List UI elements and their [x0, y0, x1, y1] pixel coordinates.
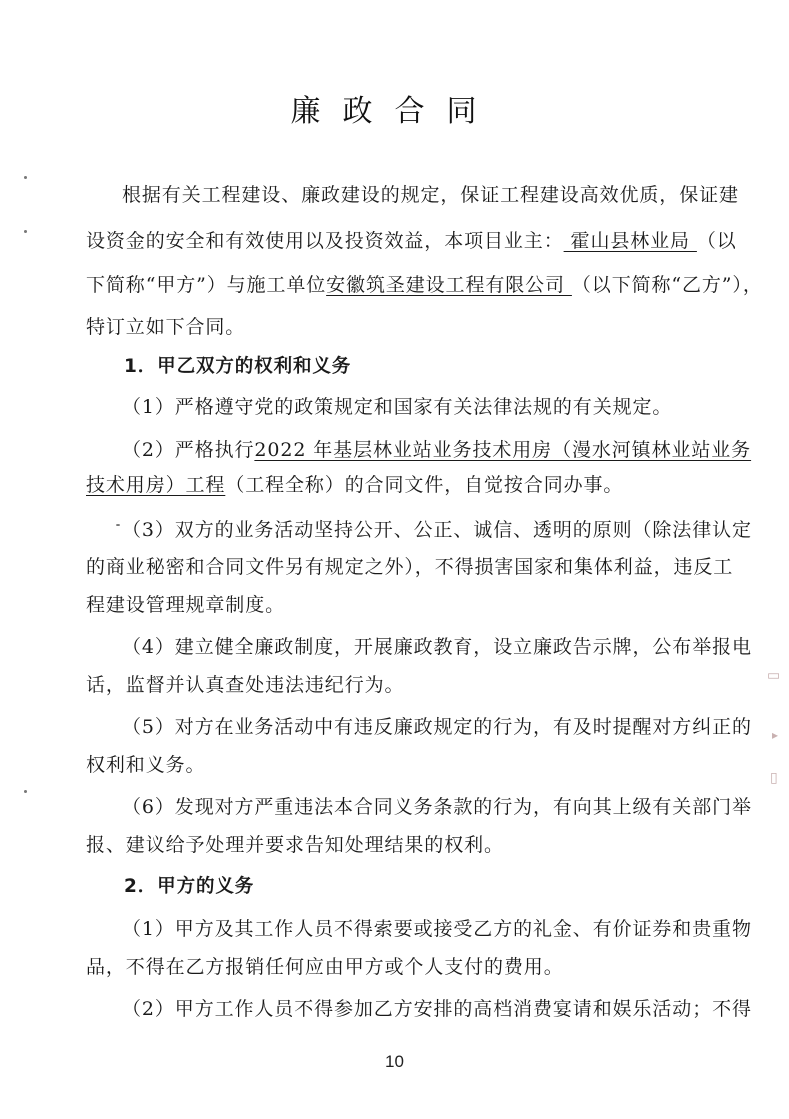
paragraph-line [122, 515, 752, 542]
text: （2）甲方工作人员不得参加乙方安排的高档消费宴请和娱乐活动；不得 [122, 998, 752, 1020]
paragraph-line [86, 590, 285, 617]
scan-speck [116, 524, 120, 526]
text: （以 [696, 230, 737, 252]
text: 品，不得在乙方报销任何应由甲方或个人支付的费用。 [86, 956, 564, 978]
paragraph-line [122, 180, 739, 207]
paragraph-line [122, 994, 752, 1021]
owner-name: 霍山县林业局 [563, 230, 697, 252]
scan-speck [24, 176, 27, 179]
paragraph-line [122, 632, 752, 659]
text: 根据有关工程建设、廉政建设的规定，保证工程建设高效优质，保证建 [122, 184, 739, 206]
paragraph-line [86, 270, 763, 297]
text: （3）双方的业务活动坚持公开、公正、诚信、透明的原则（除法律认定 [122, 519, 752, 541]
seal-bleed-mark: ▸ [772, 728, 779, 742]
paragraph-line [86, 312, 245, 339]
paragraph-line [86, 952, 564, 979]
project-name: 技术用房）工程 [86, 474, 226, 496]
paragraph-line [86, 830, 504, 857]
text: 2．甲方的义务 [124, 876, 255, 897]
text: 设资金的安全和有效使用以及投资效益，本项目业主： [86, 230, 564, 252]
text: 1．甲乙双方的权利和义务 [124, 356, 352, 377]
paragraph-line [122, 914, 752, 941]
text: （以下简称“乙方”）， [571, 274, 763, 296]
page-number: 10 [385, 1052, 404, 1071]
seal-bleed-mark: ▯ [765, 672, 782, 680]
text: （工程全称）的合同文件，自觉按合同办事。 [225, 474, 624, 496]
text: 报、建议给予处理并要求告知处理结果的权利。 [86, 834, 504, 856]
contractor-name: 安徽筑圣建设工程有限公司 [326, 274, 572, 296]
text: 的商业秘密和合同文件另有规定之外），不得损害国家和集体利益，违反工 [86, 556, 734, 578]
project-name: 2022 年基层林业站业务技术用房（漫水河镇林业站业务 [254, 439, 752, 461]
text: 程建设管理规章制度。 [86, 594, 286, 616]
paragraph-line [86, 226, 737, 253]
text: （6）发现对方严重违法本合同义务条款的行为，有向其上级有关部门举 [122, 796, 752, 818]
text: （1）严格遵守党的政策规定和国家有关法律法规的有关规定。 [122, 396, 673, 418]
text: （5）对方在业务活动中有违反廉政规定的行为，有及时提醒对方纠正的 [122, 716, 752, 738]
section-heading [124, 352, 351, 378]
paragraph-line [122, 712, 752, 739]
text: （4）建立健全廉政制度，开展廉政教育，设立廉政告示牌，公布举报电 [122, 636, 752, 658]
seal-bleed-mark: ▯ [770, 770, 778, 786]
text: 特订立如下合同。 [86, 316, 246, 338]
paragraph-line [86, 670, 404, 697]
section-heading [124, 872, 254, 898]
paragraph-line [86, 470, 623, 497]
text: 下简称“甲方”）与施工单位 [86, 274, 327, 296]
text: （1）甲方及其工作人员不得索要或接受乙方的礼金、有价证券和贵重物 [122, 918, 752, 940]
paragraph-line [86, 750, 205, 777]
text: 权利和义务。 [86, 754, 206, 776]
text: （2）严格执行 [122, 439, 255, 461]
text: 话，监督并认真查处违法违纪行为。 [86, 674, 405, 696]
paragraph-line [122, 792, 752, 819]
scan-speck [24, 230, 27, 233]
paragraph-line [86, 552, 733, 579]
document-title: 廉政合同 [290, 94, 499, 129]
paragraph-line [122, 392, 672, 419]
paragraph-line [122, 435, 751, 462]
scan-speck [24, 790, 27, 793]
